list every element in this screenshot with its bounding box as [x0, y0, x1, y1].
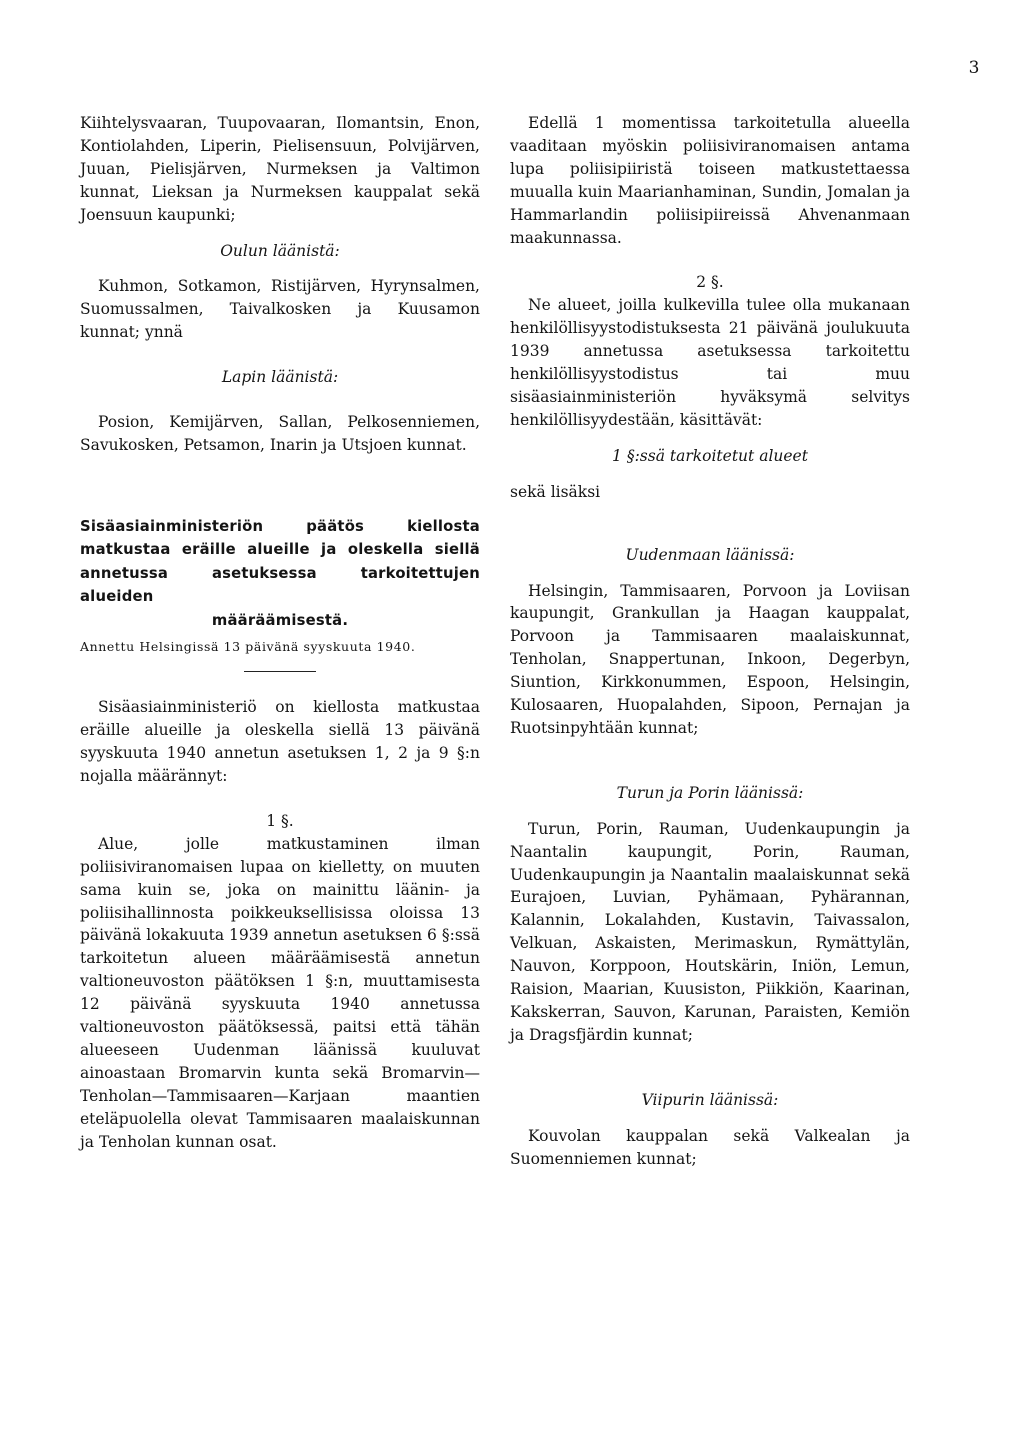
turku-paragraph: Turun, Porin, Rauman, Uudenkaupungin ja Naantalin kaupungit, Porin, Rauman, Uudenkaupungin ja Naantalin maalaiskunnat sekä Eurajoen, Luvian, Pyhämaan, Pyhärannan, Kalannin, Lokalahden, Kustavin, Taivassalon, Velkuan, Askaisten, Merimaskun, Rymättylän, Nauvon, Korppoon, Houtskärin, Iniön, Lemun, Raision, Maarian, Kuusiston, Piikkiön, Kaarinan, Kakskerran, Sauvon, Karunan, Paraisten, Kemiön ja Dragsfjärdin kunnat;: [510, 819, 910, 1044]
preamble-paragraph: Sisäasiainministeriö on kiellosta matkustaa eräille alueille ja oleskella siellä 13 päivänä syyskuuta 1940 annetun asetuksen 1, 2 ja 9 §:n nojalla määrännyt:: [80, 698, 480, 785]
section-2-paragraph: Ne alueet, joilla kulkevilla tulee olla mukanaan henkilöllisyystodistuksesta 21 päivänä joulukuuta 1939 annetussa asetuksessa tarkoitettu henkilöllisyystodistus tai muu sisäasiainministeriön hyväksymä selvitys henkilöllisyydestään, käsittävät:: [510, 296, 910, 429]
sub-heading: 1 §:ssä tarkoitetut alueet: [612, 446, 808, 465]
right-column: [510, 112, 910, 1171]
page-number: 3: [968, 58, 980, 78]
uusimaa-paragraph: Helsingin, Tammisaaren, Porvoon ja Loviisan kaupungit, Grankullan ja Haagan kauppalat, Porvoon ja Tammisaaren maalaiskunnat, Tenholan, Snappertunan, Inkoon, Degerbyn, Siuntion, Kirkkonummen, Espoon, Helsingin, Kulosaaren, Huopalahden, Sipoon, Pernajan ja Ruotsinpyhtään kunnat;: [510, 581, 910, 737]
lappi-heading: Lapin läänistä:: [221, 368, 339, 387]
decree-date: Annettu Helsingissä 13 päivänä syyskuuta 1940.: [80, 639, 416, 655]
decree-title-last: määräämisestä.: [211, 611, 349, 629]
left-column: [80, 112, 480, 1154]
viipuri-heading: Viipurin läänissä:: [641, 1090, 779, 1109]
section-2-heading: 2 §.: [696, 273, 724, 292]
turku-heading: Turun ja Porin läänissä:: [616, 783, 804, 802]
intro-paragraph: Kiihtelysvaaran, Tuupovaaran, Ilomantsin, Enon, Kontiolahden, Liperin, Pielisensuun, Polvijärven, Juuan, Pielisjärven, Nurmeksen ja Valtimon kunnat, Lieksan ja Nurmeksen kauppalat sekä Joensuun kaupunki;: [80, 114, 480, 224]
separator-rule: [244, 671, 316, 672]
lappi-paragraph: Posion, Kemijärven, Sallan, Pelkosenniemen, Savukosken, Petsamon, Inarin ja Utsjoen kunnat.: [80, 413, 480, 454]
uusimaa-heading: Uudenmaan läänissä:: [625, 545, 795, 564]
viipuri-paragraph: Kouvolan kauppalan sekä Valkealan ja Suomenniemen kunnat;: [510, 1126, 910, 1168]
section-1-heading: 1 §.: [266, 811, 294, 830]
decree-title-main: Sisäasiainministeriön päätös kiellosta matkustaa eräille alueille ja oleskella siellä annetussa asetuksessa tarkoitettujen alueiden: [80, 517, 480, 606]
oulu-paragraph: Kuhmon, Sotkamon, Ristijärven, Hyrynsalmen, Suomussalmen, Taivalkosken ja Kuusamon kunnat; ynnä: [80, 277, 480, 342]
oulu-heading: Oulun läänistä:: [220, 241, 340, 260]
section-1-paragraph: Alue, jolle matkustaminen ilman poliisiviranomaisen lupaa on kielletty, on muuten sama kuin se, joka on mainittu läänin- ja poliisihallinnosta poikkeuksellisissa oloissa 13 päivänä lokakuuta 1939 annetun asetuksen 6 §:ssä tarkoitetun alueen määräämisestä annetun valtioneuvoston päätöksen 1 §:n, muuttamisesta 12 päivänä syyskuuta 1940 annetussa valtioneuvoston päätöksessä, paitsi että tähän alueeseen Uudenman läänissä kuuluvat ainoastaan Bromarvin kunta sekä Bromarvin—Tenholan—Tammisaaren—Karjaan maantien eteläpuolella olevat Tammisaaren maalaiskunnan ja Tenholan kunnan osat.: [80, 834, 480, 1151]
right-intro-paragraph: Edellä 1 momentissa tarkoitetulla alueella vaaditaan myöskin poliisiviranomaisen antama lupa poliisipiiristä toiseen matkustettaessa muualla kuin Maarianhaminan, Sundin, Jomalan ja Hammarlandin poliisipiireissä Ahvenanmaan maakunnassa.: [510, 114, 910, 247]
besides-text: sekä lisäksi: [510, 482, 601, 501]
decree-title: [80, 515, 480, 633]
